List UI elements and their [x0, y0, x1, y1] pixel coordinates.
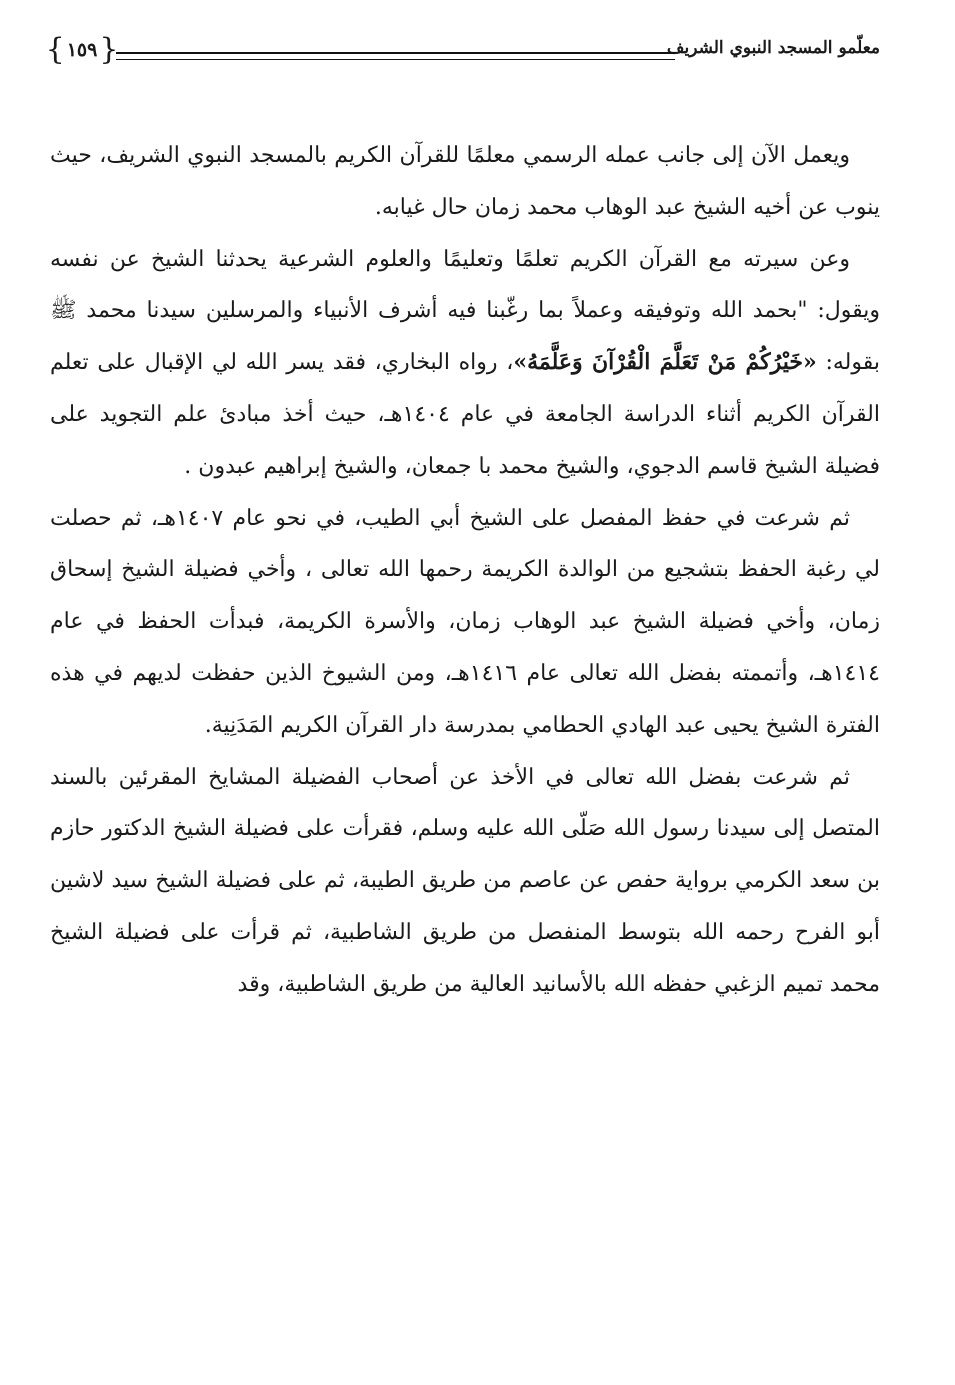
brace-left-glyph: } [45, 32, 65, 67]
paragraph-2-intro: وعن سيرته مع القرآن الكريم تعلمًا وتعليمًا والعلوم الشرعية يحدثنا الشيخ عن نفسه ويقول: "بحمد الله وتوفيقه وعملاً بما رغّبنا فيه أشرف الأنبياء والمرسلين سيدنا محمد ﷺ بقوله: [50, 246, 880, 376]
page-number: ١٥٩ [66, 39, 98, 61]
header-title: معلّمو المسجد النبوي الشريف [666, 38, 880, 58]
hadith-quote: «خَيْرُكُمْ مَنْ تَعَلَّمَ الْقُرْآنَ وَعَلَّمَهُ» [513, 349, 817, 376]
header-rule [116, 52, 675, 60]
paragraph-1: ويعمل الآن إلى جانب عمله الرسمي معلمًا للقرآن الكريم بالمسجد النبوي الشريف، حيث ينوب عن أخيه الشيخ عبد الوهاب محمد زمان حال غيابه. [50, 143, 880, 220]
paragraph-3: ثم شرعت في حفظ المفصل على الشيخ أبي الطيب، في نحو عام ١٤٠٧هـ، ثم حصلت لي رغبة الحفظ بتشجيع من الوالدة الكريمة رحمها الله تعالى ، وأخي فضيلة الشيخ إسحاق زمان، وأخي فضيلة الشيخ عبد الوهاب زمان، والأسرة الكريمة، فبدأت الحفظ في عام ١٤١٤هـ، وأتممته بفضل الله تعالى عام ١٤١٦هـ، ومن الشيوخ الذين حفظت لديهم في هذه الفترة الشيخ يحيى عبد الهادي الحطامي بمدرسة دار القرآن الكريم المَدَنِية. [50, 505, 880, 738]
running-header [45, 32, 880, 72]
page-number-box [45, 32, 119, 67]
paragraph-2 [50, 234, 880, 493]
paragraph-2-rest: ، رواه البخاري، فقد يسر الله لي الإقبال على تعلم القرآن الكريم أثناء الدراسة الجامعة في عام ١٤٠٤هـ، حيث أخذ مبادئ علم التجويد على فضيلة الشيخ قاسم الدجوي، والشيخ محمد با جمعان، والشيخ إبراهيم عبدون . [50, 350, 881, 479]
brace-right-glyph: { [99, 32, 119, 67]
paragraph-4: ثم شرعت بفضل الله تعالى في الأخذ عن أصحاب الفضيلة المشايخ المقرئين بالسند المتصل إلى سيدنا رسول الله صَلّى الله عليه وسلم، فقرأت على فضيلة الشيخ الدكتور حازم بن سعد الكرمي برواية حفص عن عاصم من طريق الطيبة، ثم على فضيلة الشيخ سيد لاشين أبو الفرح رحمه الله بتوسط المنفصل من طريق الشاطبية، ثم قرأت على فضيلة الشيخ محمد تميم الزغبي حفظه الله بالأسانيد العالية من طريق الشاطبية، وقد [50, 764, 880, 997]
body-text [50, 130, 880, 1011]
